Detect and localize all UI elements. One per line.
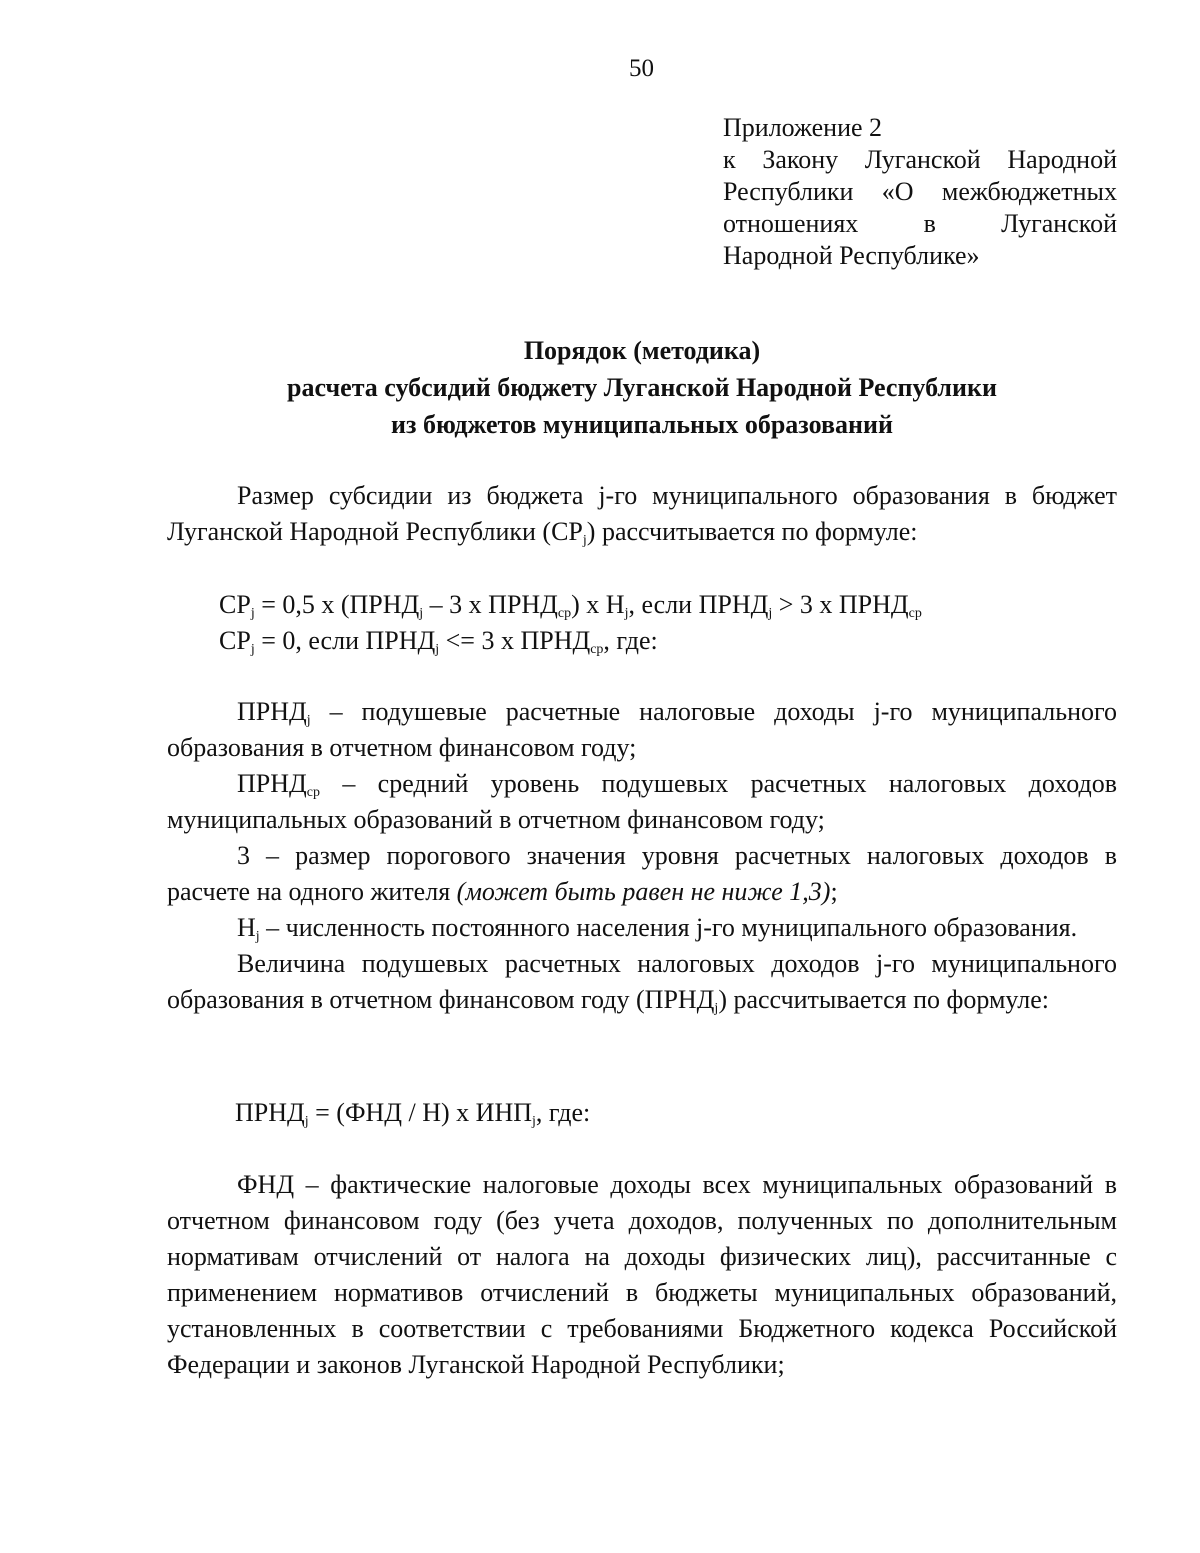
annex-header bbox=[723, 112, 1117, 272]
definition-threshold: 3 – размер порогового значения уровня расчетных налоговых доходов в расчете на одного жителя (может быть равен не ниже 1,3); bbox=[167, 841, 1117, 906]
intro-paragraph: Размер субсидии из бюджета j-го муниципального образования в бюджет Луганской Народной Республики $(СР_j)$ рассчитывается по формуле: bbox=[167, 481, 1117, 548]
annex-line-1: Приложение 2 bbox=[723, 113, 883, 142]
page-number: 50 bbox=[629, 55, 654, 82]
document-title bbox=[167, 332, 1117, 443]
title-line-3: из бюджетов муниципальных образований bbox=[391, 410, 893, 439]
annex-line-4: отношениях в Луганской bbox=[723, 209, 1117, 238]
formula-subsidy: $СР_j = 0,5$ х ($ПРНД_j - 3$ х $ПРНД_{ср}$) х $Н_j$, если $ПРНД_j > 3$ х $ПРНД_{ср}$ bbox=[219, 590, 922, 621]
annex-line-2: к Закону Луганской Народной bbox=[723, 145, 1117, 174]
annex-line-5: Народной Республике» bbox=[723, 241, 980, 270]
paragraph-prnd-calc: Величина подушевых расчетных налоговых доходов j-го муниципального образования в отчетном финансовом году $(ПРНД_j)$ рассчитывается по формуле: bbox=[167, 949, 1117, 1016]
formula-prnd: $ПРНД_j = (ФНД / Н)$ х $ИНП_j$, где: bbox=[235, 1098, 591, 1129]
formula-subsidy-zero: $СР_j = 0$, если $ПРНД_j <= 3$ х $ПРНД_{ср}$, где: bbox=[219, 626, 658, 657]
title-line-1: Порядок (методика) bbox=[523, 336, 761, 365]
definition-prnd-avg: $ПРНД_{ср}$ – средний уровень подушевых расчетных налоговых доходов муниципальных образований в отчетном финансовом году; bbox=[167, 769, 1117, 834]
definition-population: $Н_j$ – численность постоянного населения j-го муниципального образования. bbox=[237, 913, 1078, 944]
definition-fnd: ФНД – фактические налоговые доходы всех муниципальных образований в отчетном финансовом году (без учета доходов, полученных по дополнительным нормативам отчислений от налога на доходы физических лиц), рассчитанные с применением нормативов отчислений в бюджеты муниципальных образований, установленных в соответствии с требованиями Бюджетного кодекса Российской Федерации и законов Луганской Народной Республики; bbox=[167, 1170, 1117, 1379]
title-line-2: расчета субсидий бюджету Луганской Народной Республики bbox=[287, 373, 997, 402]
definition-prnd-j: $ПРНД_j$ – подушевые расчетные налоговые доходы j-го муниципального образования в отчетном финансовом году; bbox=[167, 697, 1117, 762]
annex-line-3: Республики «О межбюджетных bbox=[723, 177, 1117, 206]
